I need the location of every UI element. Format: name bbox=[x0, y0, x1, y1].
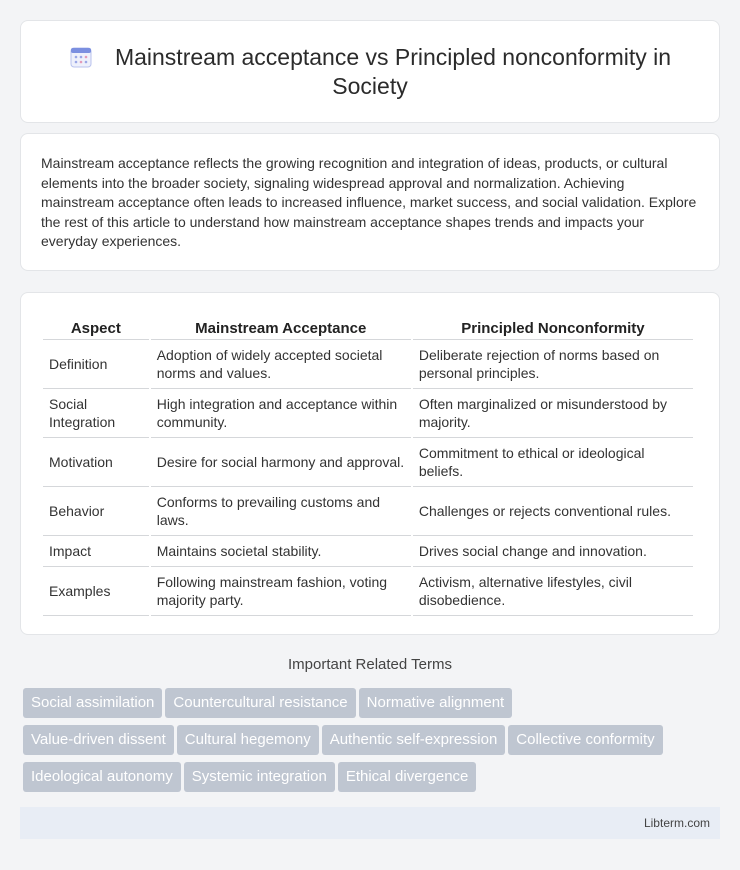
header-nonconformity: Principled Nonconformity bbox=[413, 315, 693, 340]
calendar-grid-icon bbox=[69, 45, 93, 69]
table-row bbox=[43, 389, 693, 438]
tag-ideological-autonomy[interactable]: Ideological autonomy bbox=[23, 762, 181, 792]
tag-cultural-hegemony[interactable]: Cultural hegemony bbox=[177, 725, 319, 755]
intro-paragraph: Mainstream acceptance reflects the growing recognition and integration of ideas, products, or cultural elements into the broader society, signaling widespread approval and normalization. Achieving mainstream acceptance often leads to increased influence, market success, and social validation. Explore the rest of this article to understand how mainstream acceptance shapes trends and impacts your everyday experiences. bbox=[41, 155, 697, 249]
table-header-row bbox=[43, 315, 693, 340]
tag-social-assimilation[interactable]: Social assimilation bbox=[23, 688, 162, 718]
table-row bbox=[43, 340, 693, 389]
intro-card bbox=[20, 133, 720, 271]
row-nonconformity: Drives social change and innovation. bbox=[413, 536, 693, 567]
table-row bbox=[43, 536, 693, 567]
header-aspect: Aspect bbox=[43, 315, 149, 340]
row-aspect: Behavior bbox=[43, 487, 149, 536]
tag-value-driven-dissent[interactable]: Value-driven dissent bbox=[23, 725, 174, 755]
row-aspect: Examples bbox=[43, 567, 149, 616]
tag-systemic-integration[interactable]: Systemic integration bbox=[184, 762, 335, 792]
row-aspect: Social Integration bbox=[43, 389, 149, 438]
tag-normative-alignment[interactable]: Normative alignment bbox=[359, 688, 513, 718]
row-nonconformity: Deliberate rejection of norms based on personal principles. bbox=[413, 340, 693, 389]
tag-row bbox=[23, 762, 723, 799]
tag-authentic-self-expression[interactable]: Authentic self-expression bbox=[322, 725, 506, 755]
row-mainstream: Adoption of widely accepted societal norms and values. bbox=[151, 340, 411, 389]
footer-site-link[interactable]: Libterm.com bbox=[643, 816, 710, 830]
comparison-card bbox=[20, 292, 720, 635]
related-terms-tags bbox=[23, 688, 723, 799]
tag-ethical-divergence[interactable]: Ethical divergence bbox=[338, 762, 477, 792]
row-mainstream: Following mainstream fashion, voting majority party. bbox=[151, 567, 411, 616]
table-row bbox=[43, 567, 693, 616]
row-mainstream: High integration and acceptance within community. bbox=[151, 389, 411, 438]
row-nonconformity: Commitment to ethical or ideological beliefs. bbox=[413, 438, 693, 487]
header-card bbox=[20, 20, 720, 123]
tag-collective-conformity[interactable]: Collective conformity bbox=[508, 725, 662, 755]
row-aspect: Definition bbox=[43, 340, 149, 389]
row-nonconformity: Often marginalized or misunderstood by majority. bbox=[413, 389, 693, 438]
row-aspect: Impact bbox=[43, 536, 149, 567]
footer bbox=[20, 807, 720, 839]
row-mainstream: Conforms to prevailing customs and laws. bbox=[151, 487, 411, 536]
tag-countercultural-resistance[interactable]: Countercultural resistance bbox=[165, 688, 355, 718]
row-mainstream: Desire for social harmony and approval. bbox=[151, 438, 411, 487]
header-mainstream: Mainstream Acceptance bbox=[151, 315, 411, 340]
comparison-table bbox=[41, 315, 695, 616]
row-nonconformity: Challenges or rejects conventional rules. bbox=[413, 487, 693, 536]
title-text: Mainstream acceptance vs Principled nonconformity in Society bbox=[114, 44, 672, 99]
tag-row bbox=[23, 725, 723, 762]
row-aspect: Motivation bbox=[43, 438, 149, 487]
row-mainstream: Maintains societal stability. bbox=[151, 536, 411, 567]
tag-row bbox=[23, 688, 723, 725]
table-row bbox=[43, 438, 693, 487]
related-terms-title: Important Related Terms bbox=[288, 656, 452, 673]
page-title bbox=[41, 43, 699, 101]
row-nonconformity: Activism, alternative lifestyles, civil disobedience. bbox=[413, 567, 693, 616]
table-row bbox=[43, 487, 693, 536]
